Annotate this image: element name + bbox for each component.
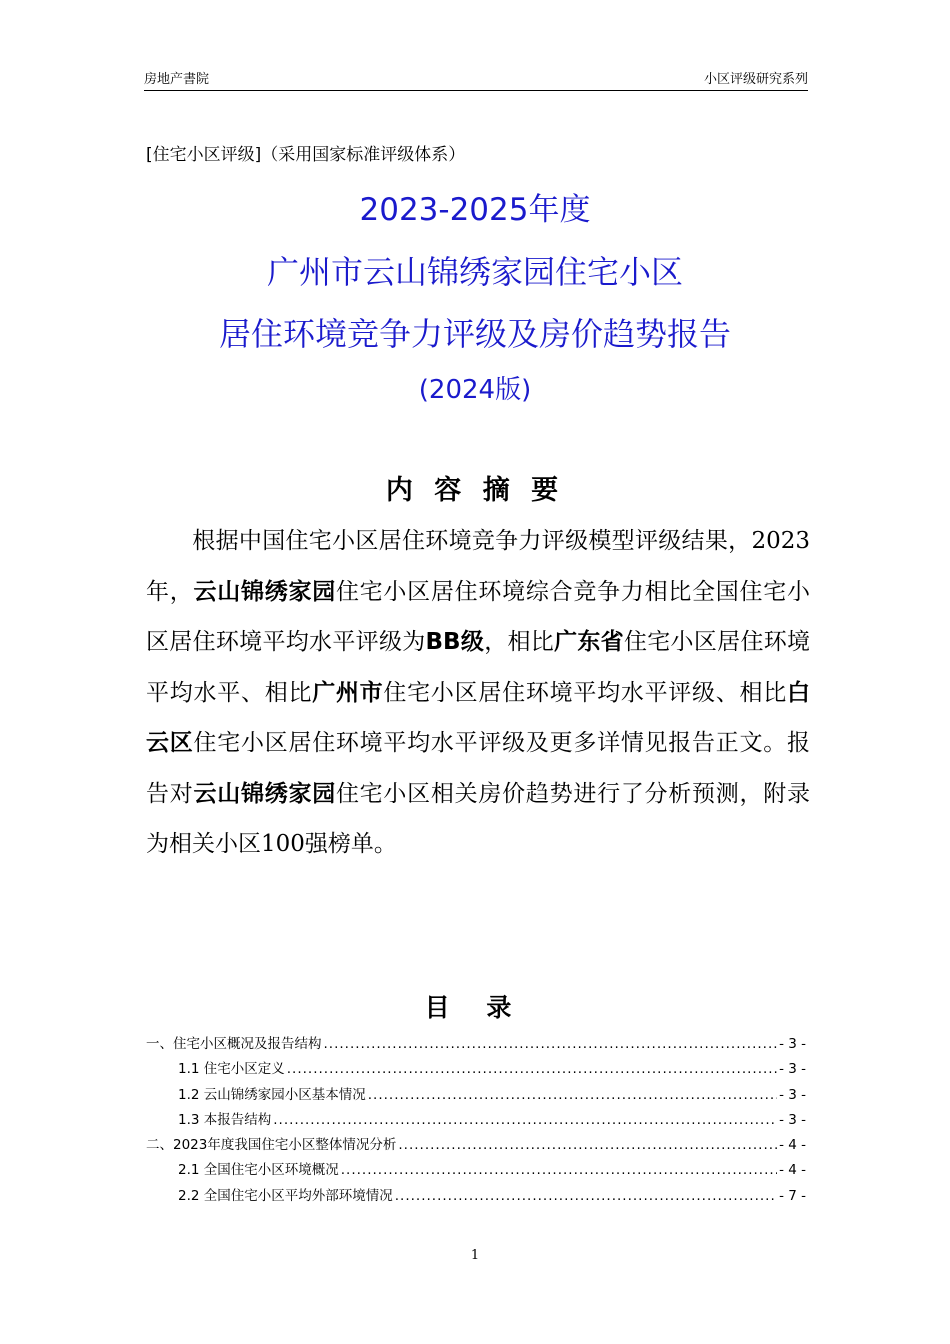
abstract-text: ，相比 <box>484 629 555 655</box>
abstract-highlight: 广州市 <box>312 679 384 706</box>
title-years: 2023-2025年度 <box>359 192 591 228</box>
toc-entry-page: - 3 - <box>779 1061 806 1078</box>
toc-leader-dots <box>368 1087 777 1103</box>
abstract-text: 住宅小区居住环境平均水平评级及更多详情见报告正文。报告对 <box>146 730 811 807</box>
toc-entry-label: 2.2 全国住宅小区平均外部环境情况 <box>178 1187 393 1204</box>
toc-leader-dots <box>398 1137 777 1153</box>
toc-leader-dots <box>273 1112 777 1128</box>
toc-entry-label: 1.2 云山锦绣家园小区基本情况 <box>178 1086 366 1103</box>
report-category: [住宅小区评级]（采用国家标准评级体系） <box>146 145 466 165</box>
abstract-text: 根据中国住宅小区居住环境竞争力评级模型评级结果，2023年， <box>146 528 810 605</box>
toc-entry[interactable] <box>146 1133 806 1158</box>
abstract-body <box>146 516 810 870</box>
abstract-text: 住宅小区居住环境平均水平评级、相比 <box>383 679 788 706</box>
toc-entry-page: - 3 - <box>779 1036 806 1052</box>
toc-entry-label: 1.1 住宅小区定义 <box>178 1061 285 1078</box>
abstract-highlight: 白云区 <box>146 679 811 756</box>
toc-leader-dots <box>341 1162 777 1178</box>
toc-entry-label: 1.3 本报告结构 <box>178 1111 272 1128</box>
toc-entry[interactable] <box>146 1108 806 1133</box>
header-series: 小区评级研究系列 <box>703 72 808 87</box>
toc-entry-page: - 4 - <box>779 1162 806 1179</box>
toc-leader-dots <box>324 1036 778 1052</box>
toc-leader-dots <box>287 1061 777 1077</box>
toc-entry-label: 二、2023年度我国住宅小区整体情况分析 <box>146 1137 397 1154</box>
abstract-highlight: 广东省 <box>554 629 624 655</box>
toc-entry[interactable] <box>146 1032 806 1057</box>
abstract-text: 住宅小区居住环境平均水平、相比 <box>146 629 811 706</box>
title-topic: 居住环境竞争力评级及房价趋势报告 <box>218 315 731 353</box>
toc-entry[interactable] <box>146 1083 806 1108</box>
toc-heading: 目 录 <box>424 993 526 1022</box>
page-number: 1 <box>470 1248 480 1263</box>
toc-entry-page: - 4 - <box>779 1137 806 1154</box>
abstract-highlight: BB级 <box>425 629 485 655</box>
toc-entry-page: - 3 - <box>779 1086 806 1103</box>
toc-entry[interactable] <box>146 1057 806 1082</box>
toc-entry[interactable] <box>146 1158 806 1183</box>
toc-entry-label: 2.1 全国住宅小区环境概况 <box>178 1162 339 1179</box>
toc-entry-page: - 3 - <box>779 1111 806 1128</box>
abstract-text: 住宅小区相关房价趋势进行了分析预测，附录为相关小区100强榜单。 <box>146 780 811 857</box>
header-publisher: 房地产書院 <box>144 72 210 87</box>
abstract-highlight: 云山锦绣家园 <box>193 780 336 807</box>
abstract-text: 住宅小区居住环境综合竞争力相比全国住宅小区居住环境平均水平评级为 <box>146 578 811 655</box>
page-header <box>144 66 808 91</box>
toc-leader-dots <box>395 1188 777 1204</box>
toc-entry-label: 一、住宅小区概况及报告结构 <box>146 1036 322 1052</box>
table-of-contents <box>146 1032 806 1209</box>
toc-entry-page: - 7 - <box>779 1187 806 1204</box>
toc-entry[interactable] <box>146 1184 806 1209</box>
abstract-highlight: 云山锦绣家园 <box>193 578 336 605</box>
abstract-heading: 内 容 摘 要 <box>385 475 565 506</box>
title-edition: (2024版) <box>418 375 532 405</box>
title-subject: 广州市云山锦绣家园住宅小区 <box>266 253 683 291</box>
